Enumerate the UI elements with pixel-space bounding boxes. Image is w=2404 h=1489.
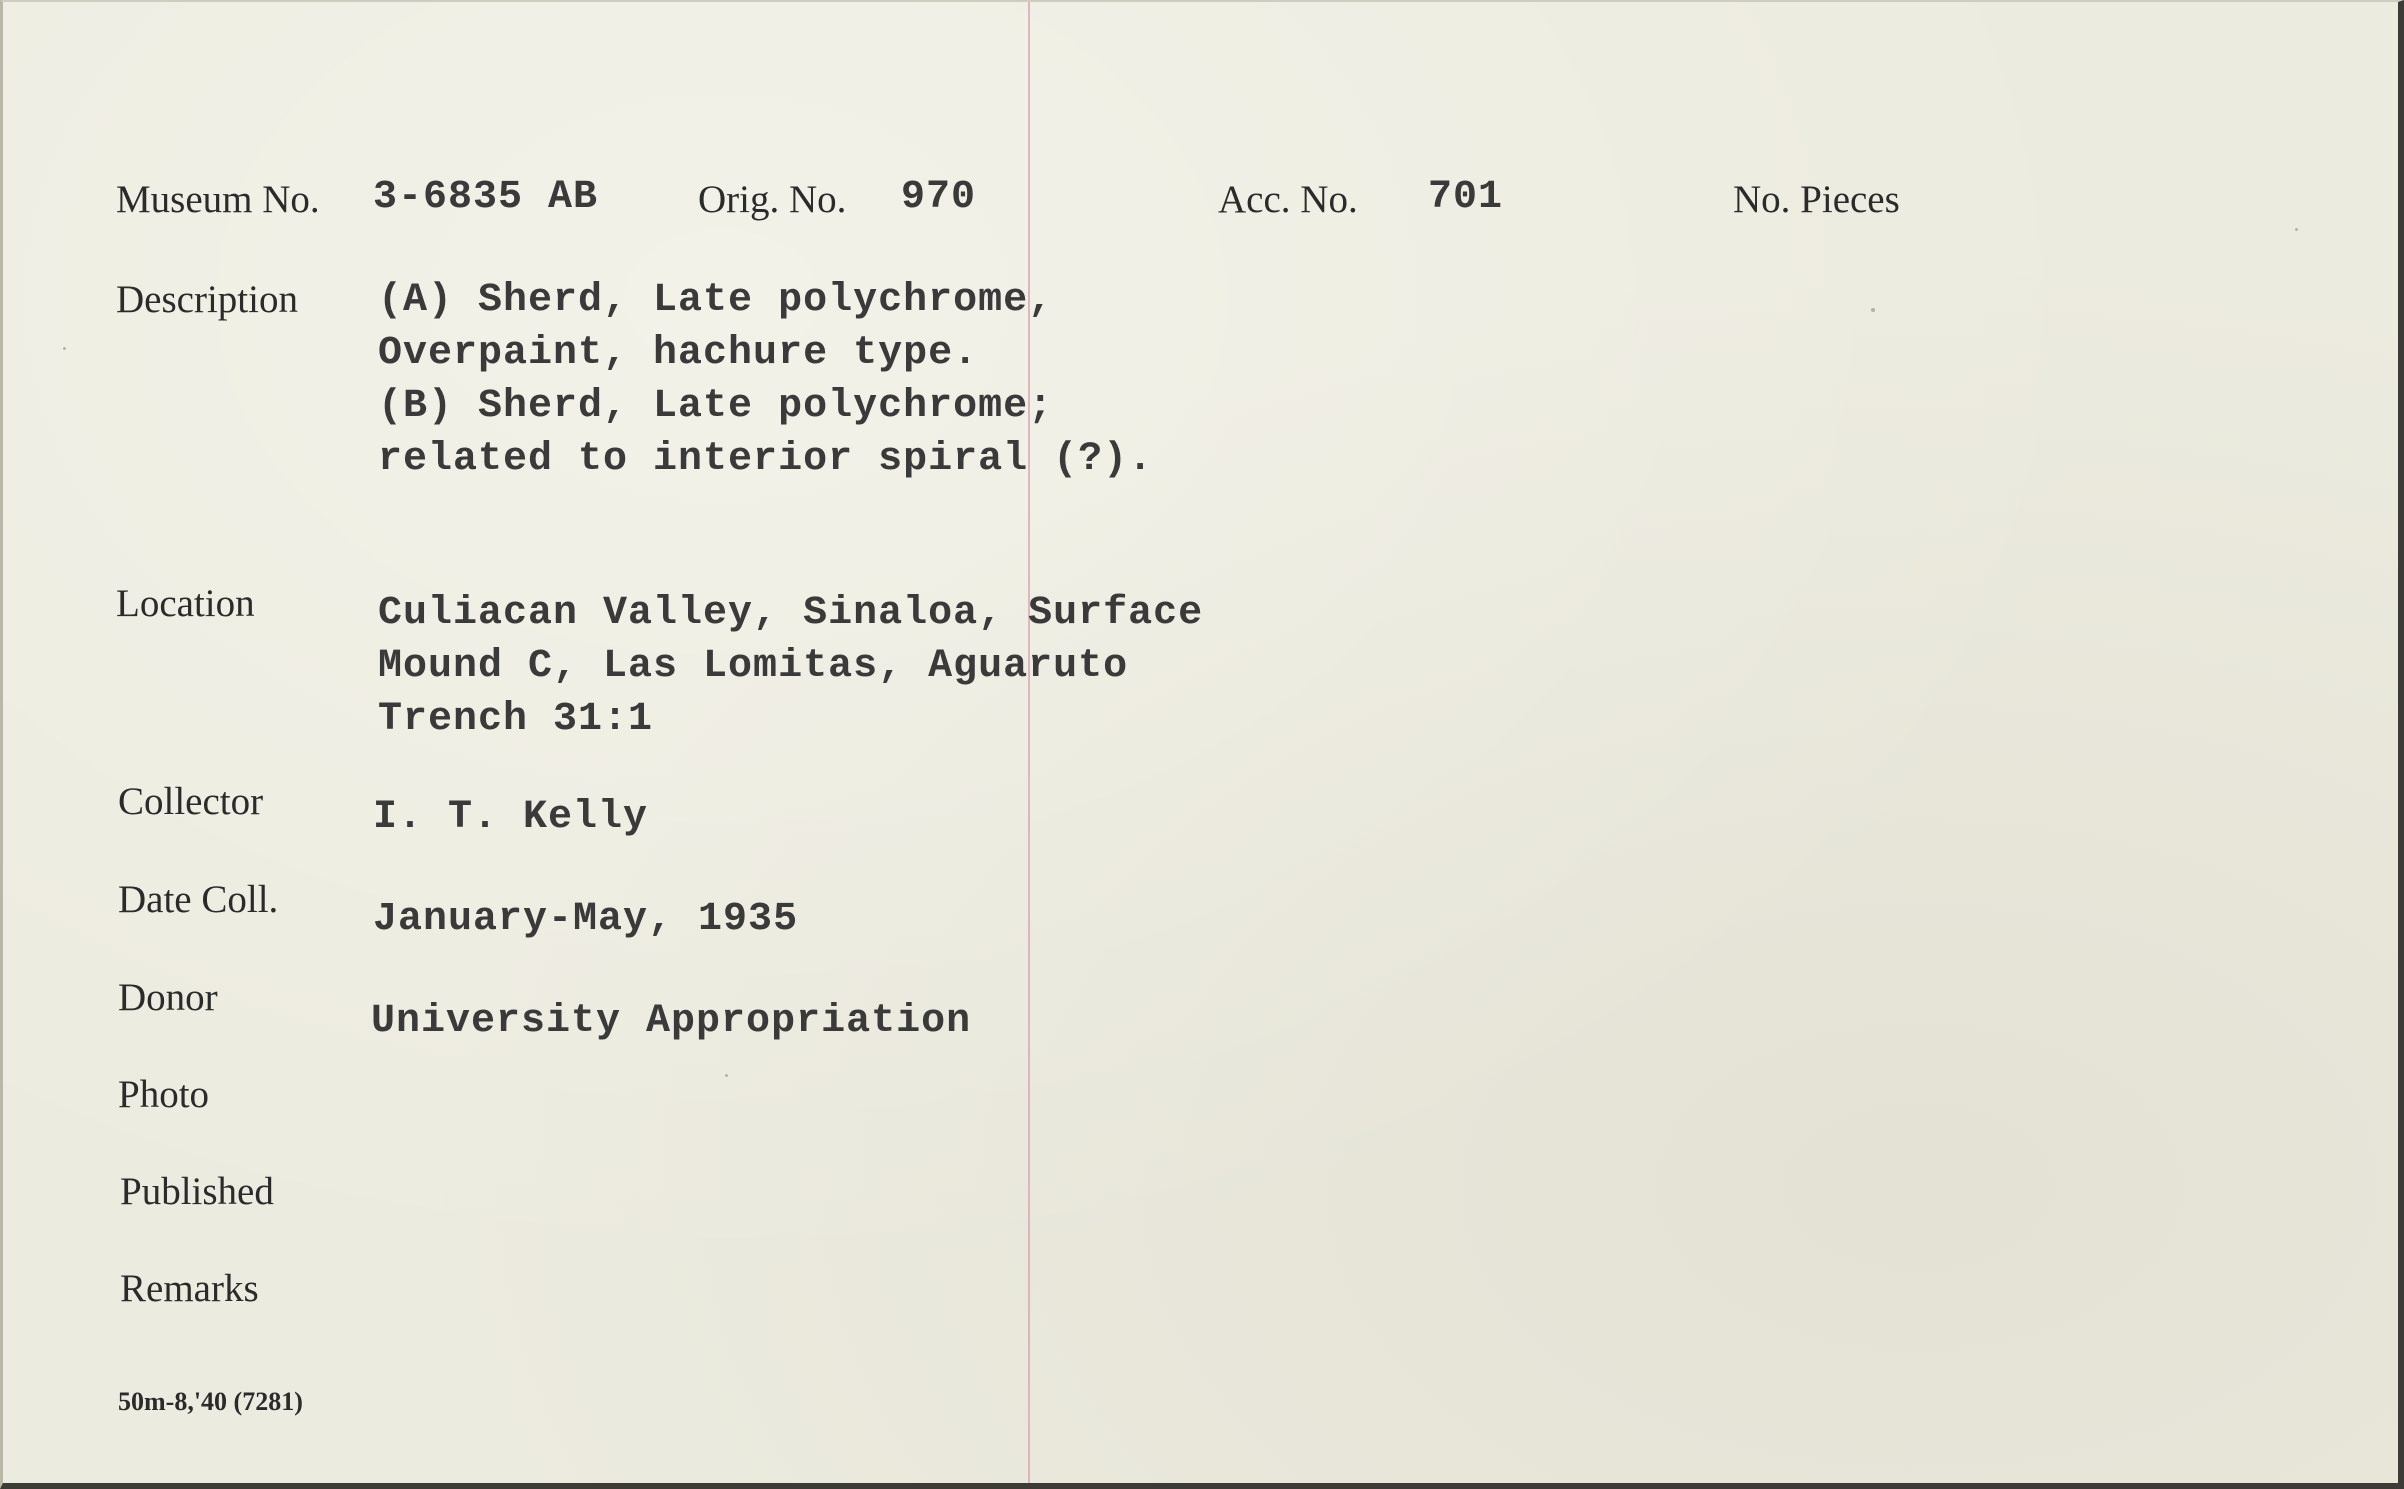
collector-label: Collector bbox=[118, 780, 264, 823]
location-line: Culiacan Valley, Sinaloa, Surface bbox=[378, 591, 1204, 636]
acc-no-value: 701 bbox=[1428, 175, 1504, 220]
orig-no-label: Orig. No. bbox=[698, 178, 847, 221]
paper-speck bbox=[2295, 228, 2298, 231]
description-text bbox=[378, 274, 1153, 486]
paper-speck bbox=[63, 347, 66, 350]
museum-no-value: 3-6835 AB bbox=[373, 175, 599, 220]
published-label: Published bbox=[120, 1170, 274, 1213]
description-line: Overpaint, hachure type. bbox=[378, 331, 979, 376]
date-coll-label: Date Coll. bbox=[118, 878, 279, 921]
collector-value: I. T. Kelly bbox=[373, 795, 649, 840]
location-line: Mound C, Las Lomitas, Aguaruto bbox=[378, 644, 1129, 689]
location-label: Location bbox=[116, 582, 255, 625]
description-line: related to interior spiral (?). bbox=[378, 437, 1154, 482]
museum-no-label: Museum No. bbox=[116, 178, 320, 221]
photo-label: Photo bbox=[118, 1073, 210, 1116]
description-line: (A) Sherd, Late polychrome, bbox=[378, 278, 1054, 323]
paper-speck bbox=[1871, 308, 1875, 312]
no-pieces-label: No. Pieces bbox=[1733, 178, 1900, 221]
description-line: (B) Sherd, Late polychrome; bbox=[378, 384, 1054, 429]
donor-label: Donor bbox=[118, 976, 218, 1019]
orig-no-value: 970 bbox=[901, 175, 977, 220]
location-text bbox=[378, 587, 1203, 746]
description-label: Description bbox=[116, 278, 298, 321]
acc-no-label: Acc. No. bbox=[1218, 178, 1358, 221]
donor-value: University Appropriation bbox=[371, 999, 972, 1044]
paper-speck bbox=[725, 1074, 728, 1077]
remarks-label: Remarks bbox=[120, 1267, 259, 1310]
location-line: Trench 31:1 bbox=[378, 697, 654, 742]
form-code: 50m-8,'40 (7281) bbox=[118, 1387, 303, 1416]
date-coll-value: January-May, 1935 bbox=[373, 897, 799, 942]
